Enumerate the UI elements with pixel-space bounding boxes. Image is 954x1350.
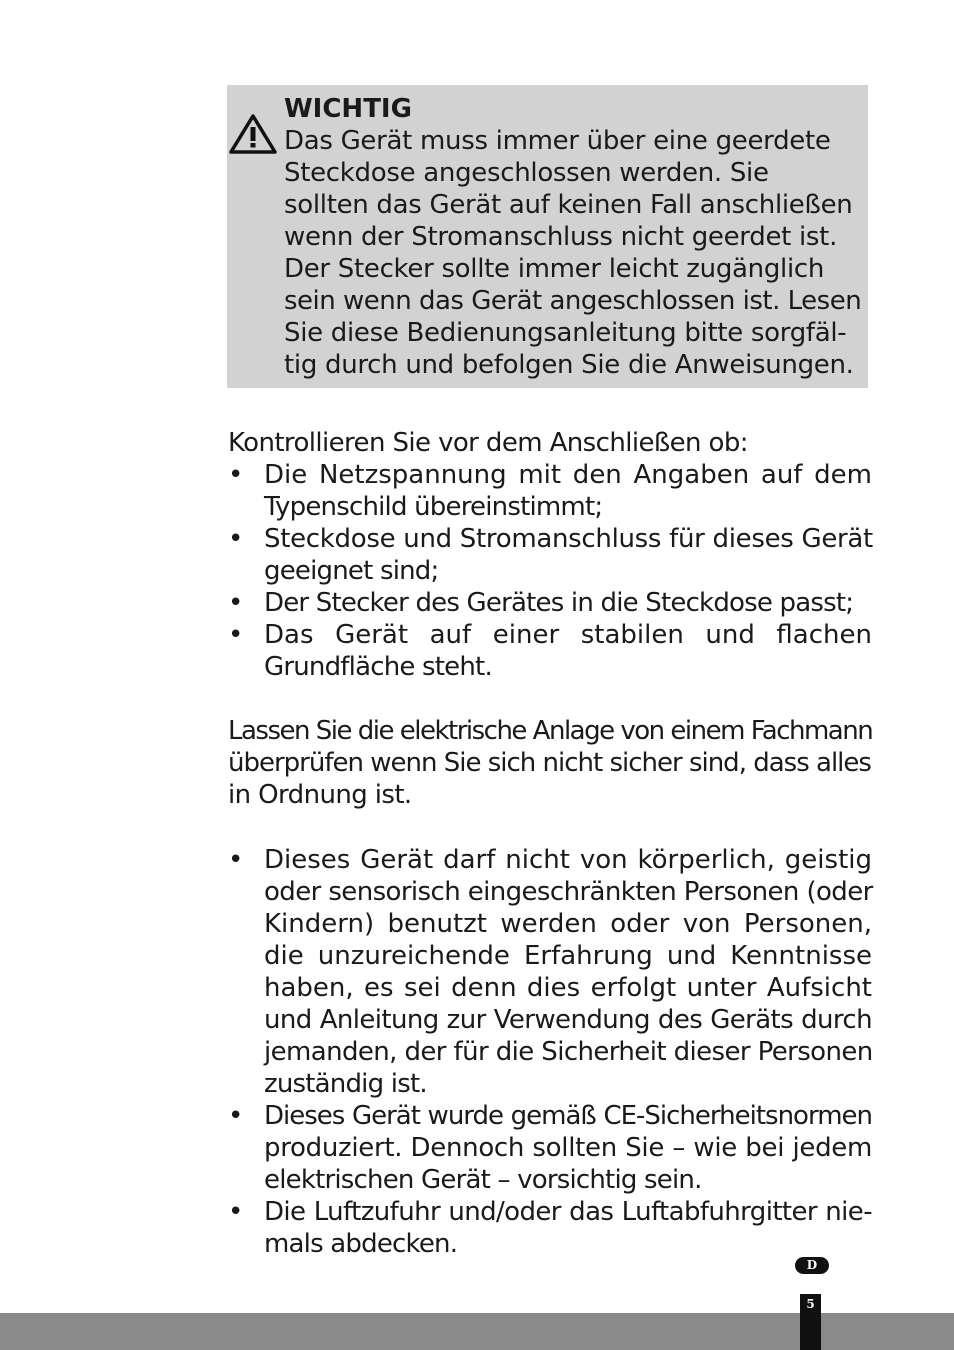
list-item-line: und Anleitung zur Verwendung des Geräts durch	[264, 1005, 872, 1035]
list-item	[228, 1100, 872, 1196]
list-item-line: jemanden, der für die Sicherheit dieser Personen	[264, 1037, 873, 1067]
page-number: 5	[806, 1297, 815, 1311]
list-item-line: Die Netzspannung mit den Angaben auf dem	[264, 460, 872, 490]
list-item	[228, 1196, 872, 1260]
warning-line: Der Stecker sollte immer leicht zugänglich	[284, 254, 825, 284]
bullet: •	[228, 845, 244, 875]
paragraph-line: überprüfen wenn Sie sich nicht sicher sind, dass alles	[228, 748, 871, 778]
list-item-line: Dieses Gerät wurde gemäß CE-Sicherheitsnormen	[264, 1101, 872, 1131]
list-item-line: Der Stecker des Gerätes in die Steckdose passt;	[264, 588, 854, 618]
safety-list	[228, 844, 872, 1260]
list-item-line: Dieses Gerät darf nicht von körperlich, geistig	[264, 845, 872, 875]
list-item-line: produziert. Dennoch sollten Sie – wie bei jedem	[264, 1133, 872, 1163]
warning-text	[284, 125, 864, 381]
list-item	[228, 587, 872, 619]
bullet: •	[228, 620, 244, 650]
warning-line: wenn der Stromanschluss nicht geerdet ist.	[284, 222, 838, 252]
warning-title: WICHTIG	[284, 94, 412, 124]
electrician-paragraph	[228, 715, 872, 811]
list-item	[228, 459, 872, 523]
list-item-line: oder sensorisch eingeschränkten Personen (oder	[264, 877, 873, 907]
warning-box	[227, 85, 868, 388]
warning-line: Sie diese Bedienungsanleitung bitte sorgfäl-	[284, 318, 847, 348]
warning-line: tig durch und befolgen Sie die Anweisungen.	[284, 350, 854, 380]
bullet: •	[228, 524, 244, 554]
list-item-line: mals abdecken.	[264, 1229, 458, 1259]
list-item	[228, 619, 872, 683]
check-intro-text: Kontrollieren Sie vor dem Anschließen ob:	[228, 428, 748, 458]
language-badge: D	[795, 1257, 829, 1274]
bullet: •	[228, 1101, 244, 1131]
list-item-line: haben, es sei denn dies erfolgt unter Aufsicht	[264, 973, 872, 1003]
list-item-line: Steckdose und Stromanschluss für dieses Gerät	[264, 524, 873, 554]
list-item	[228, 523, 872, 587]
warning-line: Steckdose angeschlossen werden. Sie	[284, 158, 769, 188]
bullet: •	[228, 1197, 244, 1227]
warning-line: sollten das Gerät auf keinen Fall anschließen	[284, 190, 853, 220]
paragraph-line: Lassen Sie die elektrische Anlage von einem Fachmann	[228, 716, 873, 746]
list-item-line: Die Luftzufuhr und/oder das Luftabfuhrgitter nie-	[264, 1197, 872, 1227]
warning-triangle-icon	[229, 113, 277, 155]
bullet: •	[228, 460, 244, 490]
warning-line: Das Gerät muss immer über eine geerdete	[284, 126, 831, 156]
warning-line: sein wenn das Gerät angeschlossen ist. Lesen	[284, 286, 862, 316]
list-item-line: Kindern) benutzt werden oder von Personen,	[264, 909, 872, 939]
list-item	[228, 844, 872, 1100]
list-item-line: Grundfläche steht.	[264, 652, 492, 682]
check-list	[228, 459, 872, 683]
list-item-line: Typenschild übereinstimmt;	[264, 492, 603, 522]
check-intro	[228, 427, 872, 459]
list-item-line: zuständig ist.	[264, 1069, 427, 1099]
list-item-line: elektrischen Gerät – vorsichtig sein.	[264, 1165, 702, 1195]
paragraph-line: in Ordnung ist.	[228, 780, 412, 810]
list-item-line: die unzureichende Erfahrung und Kenntnisse	[264, 941, 872, 971]
bullet: •	[228, 588, 244, 618]
page-number-tab	[800, 1294, 821, 1350]
list-item-line: Das Gerät auf einer stabilen und flachen	[264, 620, 872, 650]
list-item-line: geeignet sind;	[264, 556, 439, 586]
